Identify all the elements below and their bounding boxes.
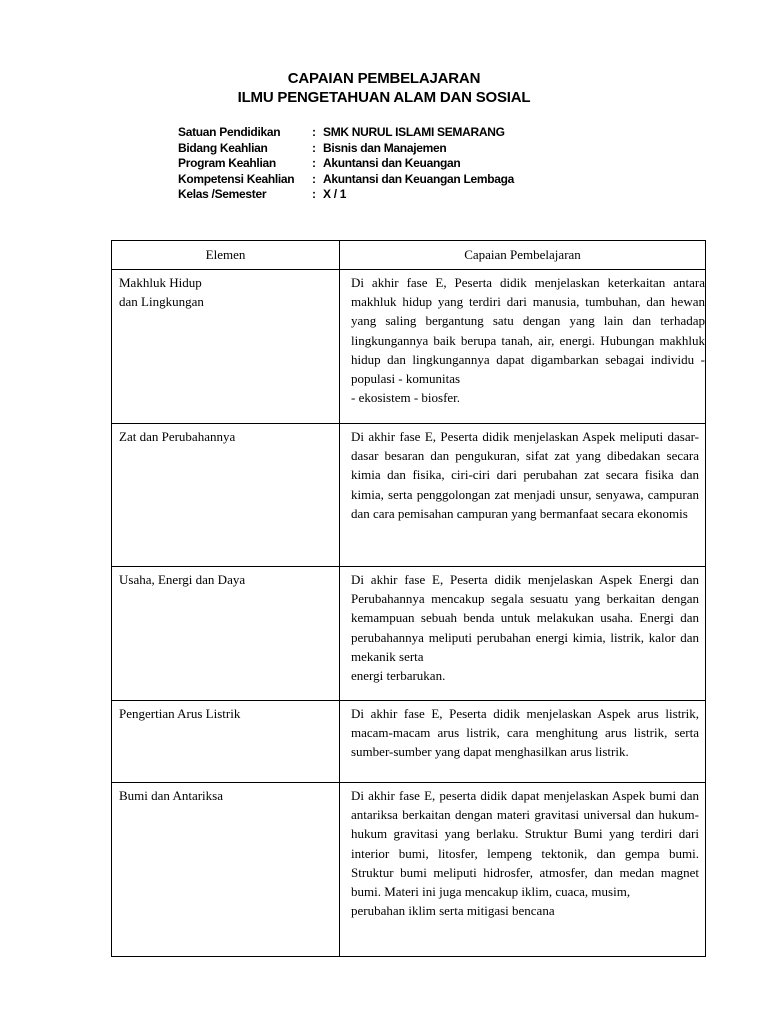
- description-cell: [340, 424, 706, 567]
- header-capaian: Capaian Pembelajaran: [340, 241, 706, 270]
- info-label: Bidang Keahlian: [178, 140, 268, 155]
- description-text: Di akhir fase E, Peserta didik menjelaskan Aspek arus listrik, macam-macam arus listrik, cara menghitung arus listrik, serta sumber-sumber yang dapat menghasilkan arus listrik.: [351, 706, 699, 760]
- element-name-cont: dan Lingkungan: [119, 294, 204, 310]
- description-last-line: perubahan iklim serta mitigasi bencana: [351, 903, 555, 919]
- description-last-line: energi terbarukan.: [351, 668, 446, 684]
- table-row: [112, 270, 706, 424]
- element-name: Pengertian Arus Listrik: [119, 706, 241, 721]
- info-row-bidang: [178, 141, 514, 157]
- info-label: Program Keahlian: [178, 156, 276, 170]
- info-value: X / 1: [323, 187, 347, 201]
- description-cell: [340, 270, 706, 424]
- info-label: Kelas /Semester: [178, 187, 267, 201]
- info-colon: :: [312, 125, 316, 139]
- info-colon: :: [312, 156, 316, 170]
- element-cell: [112, 567, 340, 701]
- info-value: Akuntansi dan Keuangan: [323, 156, 461, 170]
- description-text: Di akhir fase E, Peserta didik menjelaskan keterkaitan antara makhluk hidup yang terdiri dari manusia, tumbuhan, dan hewan yang saling bergantung satu dengan yang lain dan terhadap lingkungannya baik berupa tanah, air, energi. Hubungan makhluk hidup dan lingkungannya dapat digambarkan sebagai individu - populasi - komunitas: [351, 275, 705, 387]
- table-row: [112, 701, 706, 783]
- element-name: Makhluk Hidup: [119, 275, 202, 290]
- info-value: SMK NURUL ISLAMI SEMARANG: [323, 125, 505, 139]
- info-colon: :: [312, 187, 316, 201]
- identity-info: [178, 125, 514, 203]
- description-last-line: - ekosistem - biosfer.: [351, 390, 461, 406]
- table-row: [112, 424, 706, 567]
- info-colon: :: [312, 171, 316, 186]
- description-cell: [340, 701, 706, 783]
- page-title-line2: ILMU PENGETAHUAN ALAM DAN SOSIAL: [237, 89, 531, 106]
- description-text: Di akhir fase E, Peserta didik menjelaskan Aspek meliputi dasar-dasar besaran dan pengukuran, sifat zat yang dibedakan secara kimia dan fisika, ciri-ciri dari perubahan zat secara fisika dan kimia, serta penggolongan zat menjadi unsur, senyawa, campuran dan cara pemisahan campuran yang bermanfaat secara ekonomis: [351, 429, 699, 521]
- description-text: Di akhir fase E, Peserta didik menjelaskan Aspek Energi dan Perubahannya mencakup segala sesuatu yang berkaitan dengan kemampuan sebuah benda untuk melakukan usaha. Energi dan perubahannya meliputi perubahan energi kimia, listrik, kalor dan mekanik serta: [351, 572, 699, 664]
- table-row: [112, 783, 706, 957]
- info-value: Bisnis dan Manajemen: [323, 140, 447, 155]
- header-elemen: Elemen: [112, 241, 340, 270]
- table-row: [112, 567, 706, 701]
- element-name: Zat dan Perubahannya: [119, 429, 236, 444]
- info-row-kompetensi: [178, 172, 514, 188]
- info-row-kelas: [178, 187, 514, 203]
- element-name: Bumi dan Antariksa: [119, 788, 223, 803]
- learning-outcomes-table: [111, 240, 706, 957]
- info-label: Satuan Pendidikan: [178, 125, 281, 139]
- element-cell: [112, 783, 340, 957]
- description-cell: [340, 567, 706, 701]
- info-label: Kompetensi Keahlian: [178, 171, 295, 186]
- element-cell: [112, 424, 340, 567]
- page-title-line1: CAPAIAN PEMBELAJARAN: [287, 70, 481, 87]
- description-cell: [340, 783, 706, 957]
- table-header-row: [112, 241, 706, 270]
- info-row-satuan: [178, 125, 514, 141]
- description-text: Di akhir fase E, peserta didik dapat menjelaskan Aspek bumi dan antariksa berkaitan dengan materi gravitasi universal dan hukum-hukum gravitasi yang berlaku. Struktur Bumi yang terdiri dari interior bumi, litosfer, lempeng tektonik, dan gempa bumi. Struktur bumi meliputi hidrosfer, atmosfer, dan medan magnet bumi. Materi ini juga mencakup iklim, cuaca, musim,: [351, 788, 699, 900]
- info-colon: :: [312, 140, 316, 155]
- info-value: Akuntansi dan Keuangan Lembaga: [323, 171, 515, 186]
- info-row-program: [178, 156, 514, 172]
- element-cell: [112, 270, 340, 424]
- element-cell: [112, 701, 340, 783]
- element-name: Usaha, Energi dan Daya: [119, 572, 246, 587]
